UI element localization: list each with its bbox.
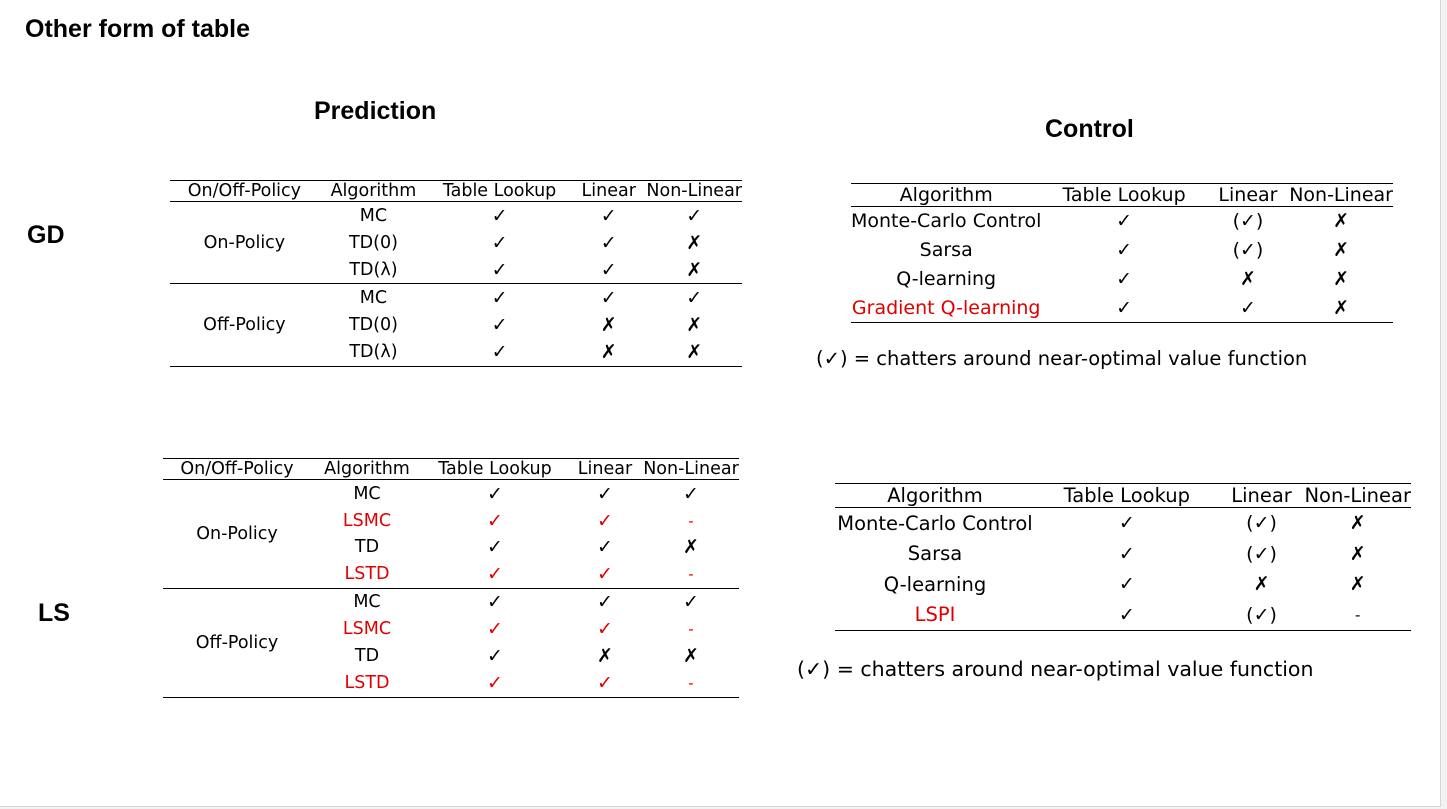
table-lookup-cell: ✓ [487,509,503,532]
table-lookup-cell: ✓ [1116,296,1133,319]
header-linear: Linear [1231,484,1292,507]
prediction-ls-table [163,458,739,698]
algorithm-cell: MC [359,288,388,309]
non-linear-cell: ✗ [1333,210,1350,233]
linear-cell: ✗ [597,645,613,668]
control-heading: Control [1045,115,1134,143]
header-policy: On/Off-Policy [180,459,294,479]
table-header-row [851,184,1393,207]
header-linear: Linear [1218,184,1278,206]
table-row [835,599,1411,630]
table-lookup-cell: ✓ [487,563,503,586]
non-linear-cell: - [1355,605,1361,624]
table-lookup-cell: ✓ [487,645,503,668]
non-linear-cell: ✗ [1349,512,1366,535]
non-linear-cell: ✗ [686,314,703,337]
algorithm-cell-highlighted: LSMC [342,510,392,531]
header-linear: Linear [581,181,636,201]
algorithm-cell: Q-learning [896,267,997,290]
header-non-linear: Non-Linear [643,459,739,479]
non-linear-cell: ✗ [1333,296,1350,319]
linear-cell: ✓ [600,231,617,254]
table-lookup-cell: ✓ [1116,210,1133,233]
table-lookup-cell: ✓ [1118,512,1135,535]
linear-cell: ✓ [600,204,617,227]
algorithm-cell: Monte-Carlo Control [851,210,1042,233]
table-lookup-cell: ✓ [491,258,508,281]
linear-cell: (✓) [1246,512,1277,535]
prediction-gd-table [170,180,742,367]
linear-cell: ✗ [600,314,617,337]
policy-cell: On-Policy [196,523,278,544]
table-row [170,202,742,230]
algorithm-cell: TD(λ) [349,342,398,363]
algorithm-cell-highlighted: LSTD [344,673,390,694]
header-algorithm: Algorithm [887,484,983,507]
non-linear-cell: ✗ [686,258,703,281]
linear-cell: ✓ [600,287,617,310]
page-title: Other form of table [25,15,251,43]
table-row [851,236,1393,265]
header-algorithm: Algorithm [324,459,410,479]
policy-cell: Off-Policy [203,315,286,336]
linear-cell: (✓) [1246,603,1277,626]
algorithm-cell: TD [354,646,380,667]
table-row [835,569,1411,599]
algorithm-cell: MC [353,483,381,504]
control-ls-table [835,483,1411,631]
non-linear-cell: ✗ [686,341,703,364]
non-linear-cell: ✗ [686,231,703,254]
header-policy: On/Off-Policy [187,181,302,201]
table-lookup-cell: ✓ [487,591,503,614]
header-table-lookup: Table Lookup [1062,184,1186,206]
table-lookup-cell: ✓ [491,341,508,364]
non-linear-cell: ✓ [686,287,703,310]
linear-cell: ✓ [597,618,613,641]
policy-cell: Off-Policy [195,632,279,653]
control-gd-table [851,183,1393,323]
linear-cell: ✓ [1239,296,1256,319]
table-header-row [835,484,1411,508]
linear-cell: ✓ [597,672,613,695]
non-linear-cell: ✗ [1333,267,1350,290]
table-row [170,284,742,312]
algorithm-cell-highlighted: LSTD [344,564,390,585]
table-row [851,207,1393,236]
table-lookup-cell: ✓ [491,314,508,337]
ls-row-label: LS [38,599,70,627]
algorithm-cell: TD [354,537,380,558]
linear-cell: (✓) [1246,542,1277,565]
algorithm-cell-highlighted: LSMC [342,619,392,640]
table-lookup-cell: ✓ [1116,267,1133,290]
algorithm-cell: TD(λ) [349,259,398,280]
non-linear-cell: ✗ [1349,573,1366,596]
table-header-row [163,459,739,480]
table-lookup-cell: ✓ [1118,542,1135,565]
header-non-linear: Non-Linear [1289,184,1393,206]
linear-cell: ✓ [597,536,613,559]
table-row [835,539,1411,569]
linear-cell: (✓) [1232,239,1264,262]
linear-cell: ✓ [597,509,613,532]
table-lookup-cell: ✓ [487,618,503,641]
algorithm-cell-highlighted: Gradient Q-learning [851,296,1041,319]
non-linear-cell: - [688,511,694,530]
linear-cell: ✗ [600,341,617,364]
policy-cell: On-Policy [203,232,286,253]
algorithm-cell: Monte-Carlo Control [837,511,1033,535]
table-lookup-cell: ✓ [487,536,503,559]
header-table-lookup: Table Lookup [442,181,557,201]
table-row [163,588,739,616]
non-linear-cell: - [688,565,694,584]
non-linear-cell: ✓ [683,482,699,505]
table-header-row [170,181,742,202]
control-gd-footnote: (✓) = chatters around near-optimal value function [816,347,1308,370]
algorithm-cell-highlighted: LSPI [914,603,956,627]
table-lookup-cell: ✓ [487,672,503,695]
non-linear-cell: ✗ [683,536,699,559]
non-linear-cell: ✓ [686,204,703,227]
header-algorithm: Algorithm [899,184,993,206]
header-non-linear: Non-Linear [646,181,742,201]
non-linear-cell: ✗ [683,645,699,668]
linear-cell: ✓ [597,563,613,586]
algorithm-cell: Sarsa [907,542,963,566]
table-lookup-cell: ✓ [1116,239,1133,262]
algorithm-cell: MC [353,592,381,613]
header-linear: Linear [577,459,633,479]
gd-row-label: GD [27,221,65,249]
linear-cell: ✓ [597,482,613,505]
non-linear-cell: ✗ [1349,542,1366,565]
non-linear-cell: - [688,620,694,639]
linear-cell: (✓) [1232,210,1264,233]
algorithm-cell: Sarsa [919,239,973,262]
table-lookup-cell: ✓ [487,482,503,505]
linear-cell: ✓ [600,258,617,281]
table-lookup-cell: ✓ [491,231,508,254]
header-table-lookup: Table Lookup [1063,484,1190,507]
algorithm-cell: MC [359,205,388,226]
linear-cell: ✗ [1253,573,1270,596]
table-row [851,293,1393,322]
header-table-lookup: Table Lookup [438,459,552,479]
table-row [163,480,739,508]
non-linear-cell: ✗ [1333,239,1350,262]
non-linear-cell: - [688,674,694,693]
table-lookup-cell: ✓ [491,204,508,227]
table-lookup-cell: ✓ [1118,603,1135,626]
linear-cell: ✓ [597,591,613,614]
algorithm-cell: TD(0) [348,315,398,336]
linear-cell: ✗ [1239,267,1256,290]
header-non-linear: Non-Linear [1304,484,1411,507]
table-row [835,508,1411,539]
table-row [851,264,1393,293]
prediction-heading: Prediction [314,97,437,125]
algorithm-cell: Q-learning [883,572,987,596]
table-lookup-cell: ✓ [491,287,508,310]
algorithm-cell: TD(0) [348,232,398,253]
control-ls-footnote: (✓) = chatters around near-optimal value function [797,657,1314,681]
header-algorithm: Algorithm [330,181,417,201]
table-lookup-cell: ✓ [1118,573,1135,596]
non-linear-cell: ✓ [683,591,699,614]
